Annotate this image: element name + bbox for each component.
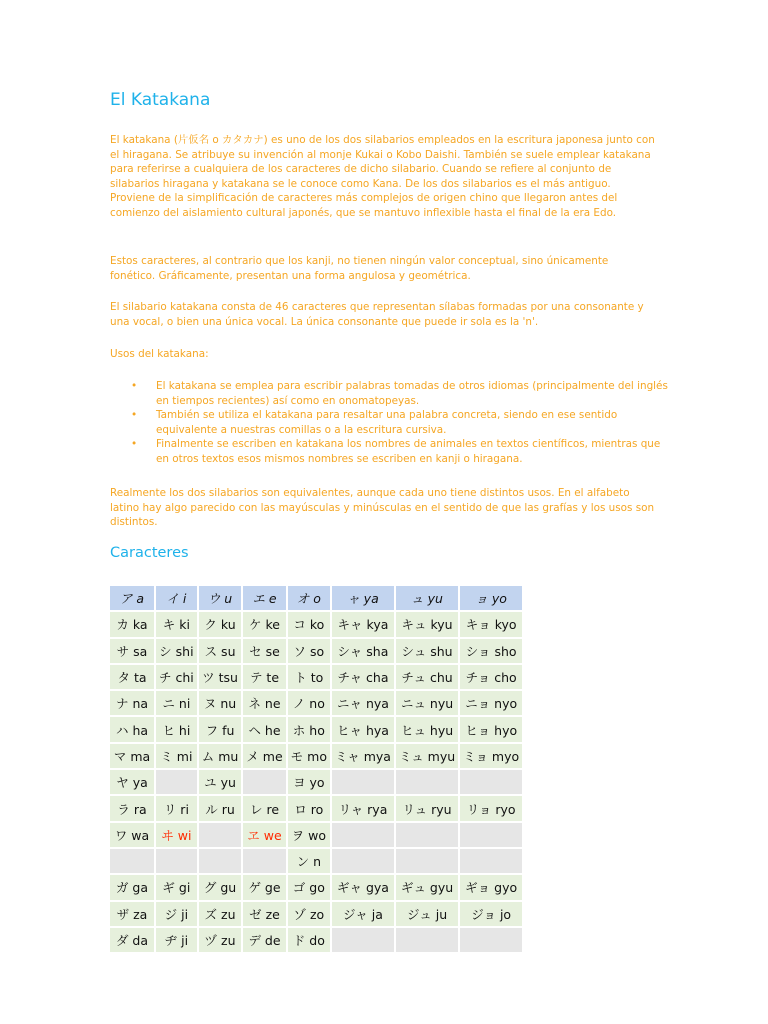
table-cell: ミャ mya [332, 744, 394, 768]
table-cell: ヤ ya [110, 770, 154, 794]
table-cell: コ ko [288, 612, 330, 636]
table-cell: ギョ gyo [460, 875, 522, 899]
table-cell: リョ ryo [460, 796, 522, 820]
table-cell: ギャ gya [332, 875, 394, 899]
table-cell: チョ cho [460, 665, 522, 689]
table-cell: ニョ nyo [460, 691, 522, 715]
table-cell: ケ ke [243, 612, 285, 636]
table-cell: ラ ra [110, 796, 154, 820]
paragraph-2: Estos caracteres, al contrario que los kanji, no tienen ningún valor conceptual, sino únicamente fonético. Gráficamente, presentan una forma angulosa y geométrica. [110, 255, 609, 282]
table-cell: ギ gi [156, 875, 197, 899]
table-cell-empty [460, 849, 522, 873]
table-row [110, 770, 522, 794]
table-cell: シュ shu [396, 639, 458, 663]
table-cell-empty [199, 823, 242, 847]
table-row [110, 744, 522, 768]
table-cell: ト to [288, 665, 330, 689]
table-cell: チャ cha [332, 665, 394, 689]
table-cell: レ re [243, 796, 285, 820]
katakana-table [108, 584, 524, 954]
table-cell: ヅ zu [199, 928, 242, 952]
table-cell: サ sa [110, 639, 154, 663]
table-cell: ド do [288, 928, 330, 952]
table-header-cell: ウ u [199, 586, 242, 610]
table-cell: ハ ha [110, 717, 154, 741]
section-heading: Caracteres [110, 545, 189, 561]
table-cell-empty [156, 770, 197, 794]
table-cell: ガ ga [110, 875, 154, 899]
table-cell: キョ kyo [460, 612, 522, 636]
table-cell-empty [396, 770, 458, 794]
table-cell: ゴ go [288, 875, 330, 899]
table-cell-empty [460, 928, 522, 952]
table-cell: ゼ ze [243, 902, 285, 926]
table-cell: ソ so [288, 639, 330, 663]
table-header-cell: イ i [156, 586, 197, 610]
table-cell: フ fu [199, 717, 242, 741]
table-row [110, 928, 522, 952]
paragraph-3: El silabario katakana consta de 46 caracteres que representan sílabas formadas por una consonante y una vocal, o bien una única vocal. La única consonante que puede ir sola es la 'n'. [110, 301, 644, 328]
table-cell-empty [243, 770, 285, 794]
table-cell-empty [110, 849, 154, 873]
table-cell: ズ zu [199, 902, 242, 926]
table-cell-empty [332, 849, 394, 873]
table-cell: ン n [288, 849, 330, 873]
table-row [110, 691, 522, 715]
table-cell-empty [156, 849, 197, 873]
table-cell-empty [396, 928, 458, 952]
table-cell-empty [396, 849, 458, 873]
table-cell: セ se [243, 639, 285, 663]
table-cell: ヲ wo [288, 823, 330, 847]
table-cell: ミュ myu [396, 744, 458, 768]
table-cell-obsolete: ヱ we [243, 823, 285, 847]
table-cell: ザ za [110, 902, 154, 926]
table-cell: ニュ nyu [396, 691, 458, 715]
table-cell: ユ yu [199, 770, 242, 794]
list-item: • También se utiliza el katakana para resaltar una palabra concreta, siendo en ese sentido equivalente a nuestras comillas o a la escritura cursiva. [131, 409, 618, 436]
table-row [110, 717, 522, 741]
table-cell: チ chi [156, 665, 197, 689]
table-cell: ショ sho [460, 639, 522, 663]
table-cell: ダ da [110, 928, 154, 952]
table-cell: カ ka [110, 612, 154, 636]
table-cell: ニ ni [156, 691, 197, 715]
usos-list [110, 379, 670, 467]
table-cell: ミ mi [156, 744, 197, 768]
table-cell-empty [396, 823, 458, 847]
table-cell: ヨ yo [288, 770, 330, 794]
table-cell: テ te [243, 665, 285, 689]
bullet-icon: • [131, 409, 138, 422]
table-cell: シャ sha [332, 639, 394, 663]
paragraph-5: Realmente los dos silabarios son equivalentes, aunque cada uno tiene distintos usos. En el alfabeto latino hay algo parecido con las mayúsculas y minúsculas en el sentido de que las grafías y los usos son distintos. [110, 487, 655, 529]
list-item: • Finalmente se escriben en katakana los nombres de animales en textos científicos, mientras que en otros textos esos mismos nombres se escriben en kanji o hiragana. [131, 438, 661, 465]
table-cell: ネ ne [243, 691, 285, 715]
table-cell: リュ ryu [396, 796, 458, 820]
table-cell: リ ri [156, 796, 197, 820]
table-cell: タ ta [110, 665, 154, 689]
intro-paragraph: El katakana (片仮名 o カタカナ) es uno de los dos silabarios empleados en la escritura japonesa junto con el hiragana. Se atribuye su invención al monje Kukai o Kobo Daishi. También se suele emplear katakana para referirse a cualquiera de los caracteres de dicho silabario. Cuando se refiere al conjunto de silabarios hiragana y katakana se le conoce como Kana. De los dos silabarios es el más antiguo. Proviene de la simplificación de caracteres más complejos de origen chino que llegaron antes del comienzo del aislamiento cultural japonés, que se mantuvo inflexible hasta el final de la era Edo. [110, 134, 655, 219]
table-cell: ニャ nya [332, 691, 394, 715]
table-cell-empty [243, 849, 285, 873]
table-cell: ヒュ hyu [396, 717, 458, 741]
table-header-row [110, 586, 522, 610]
bullet-icon: • [131, 438, 138, 451]
table-header-cell: エ e [243, 586, 285, 610]
table-cell-empty [332, 823, 394, 847]
table-row [110, 639, 522, 663]
table-cell: ノ no [288, 691, 330, 715]
table-cell: ス su [199, 639, 242, 663]
table-cell: ヒョ hyo [460, 717, 522, 741]
table-cell: キュ kyu [396, 612, 458, 636]
table-cell: ジョ jo [460, 902, 522, 926]
table-cell: キ ki [156, 612, 197, 636]
table-row [110, 823, 522, 847]
table-cell: シ shi [156, 639, 197, 663]
table-cell: ワ wa [110, 823, 154, 847]
table-header-cell: ャ ya [332, 586, 394, 610]
bullet-icon: • [131, 380, 138, 392]
table-cell: ヒ hi [156, 717, 197, 741]
table-cell: ル ru [199, 796, 242, 820]
table-row [110, 665, 522, 689]
table-cell: モ mo [288, 744, 330, 768]
table-cell: ク ku [199, 612, 242, 636]
table-cell: ロ ro [288, 796, 330, 820]
table-cell-empty [332, 928, 394, 952]
list-item: • El katakana se emplea para escribir palabras tomadas de otros idiomas (principalmente del inglés en tiempos recientes) así como en onomatopeyas. [131, 380, 668, 407]
table-cell: ヒャ hya [332, 717, 394, 741]
table-row [110, 612, 522, 636]
table-row [110, 902, 522, 926]
table-cell: チュ chu [396, 665, 458, 689]
table-cell: ヘ he [243, 717, 285, 741]
table-cell-empty [199, 849, 242, 873]
table-row [110, 875, 522, 899]
page-title: El Katakana [110, 90, 211, 110]
table-row [110, 849, 522, 873]
table-header-cell: ョ yo [460, 586, 522, 610]
table-cell: グ gu [199, 875, 242, 899]
table-cell: ヌ nu [199, 691, 242, 715]
table-header-cell: ア a [110, 586, 154, 610]
table-cell: ヂ ji [156, 928, 197, 952]
table-header-cell: オ o [288, 586, 330, 610]
table-cell: ゲ ge [243, 875, 285, 899]
table-cell: ミョ myo [460, 744, 522, 768]
table-cell: ホ ho [288, 717, 330, 741]
table-cell: デ de [243, 928, 285, 952]
table-cell: ツ tsu [199, 665, 242, 689]
table-cell-obsolete: ヰ wi [156, 823, 197, 847]
table-cell: メ me [243, 744, 285, 768]
table-cell-empty [460, 770, 522, 794]
table-cell-empty [460, 823, 522, 847]
table-cell: マ ma [110, 744, 154, 768]
table-cell: ム mu [199, 744, 242, 768]
table-row [110, 796, 522, 820]
table-cell: ジュ ju [396, 902, 458, 926]
table-cell: ギュ gyu [396, 875, 458, 899]
table-cell: ジ ji [156, 902, 197, 926]
table-cell: リャ rya [332, 796, 394, 820]
table-cell: キャ kya [332, 612, 394, 636]
table-cell-empty [332, 770, 394, 794]
table-header-cell: ュ yu [396, 586, 458, 610]
usos-heading: Usos del katakana: [110, 348, 209, 360]
table-cell: ゾ zo [288, 902, 330, 926]
table-cell: ナ na [110, 691, 154, 715]
table-cell: ジャ ja [332, 902, 394, 926]
